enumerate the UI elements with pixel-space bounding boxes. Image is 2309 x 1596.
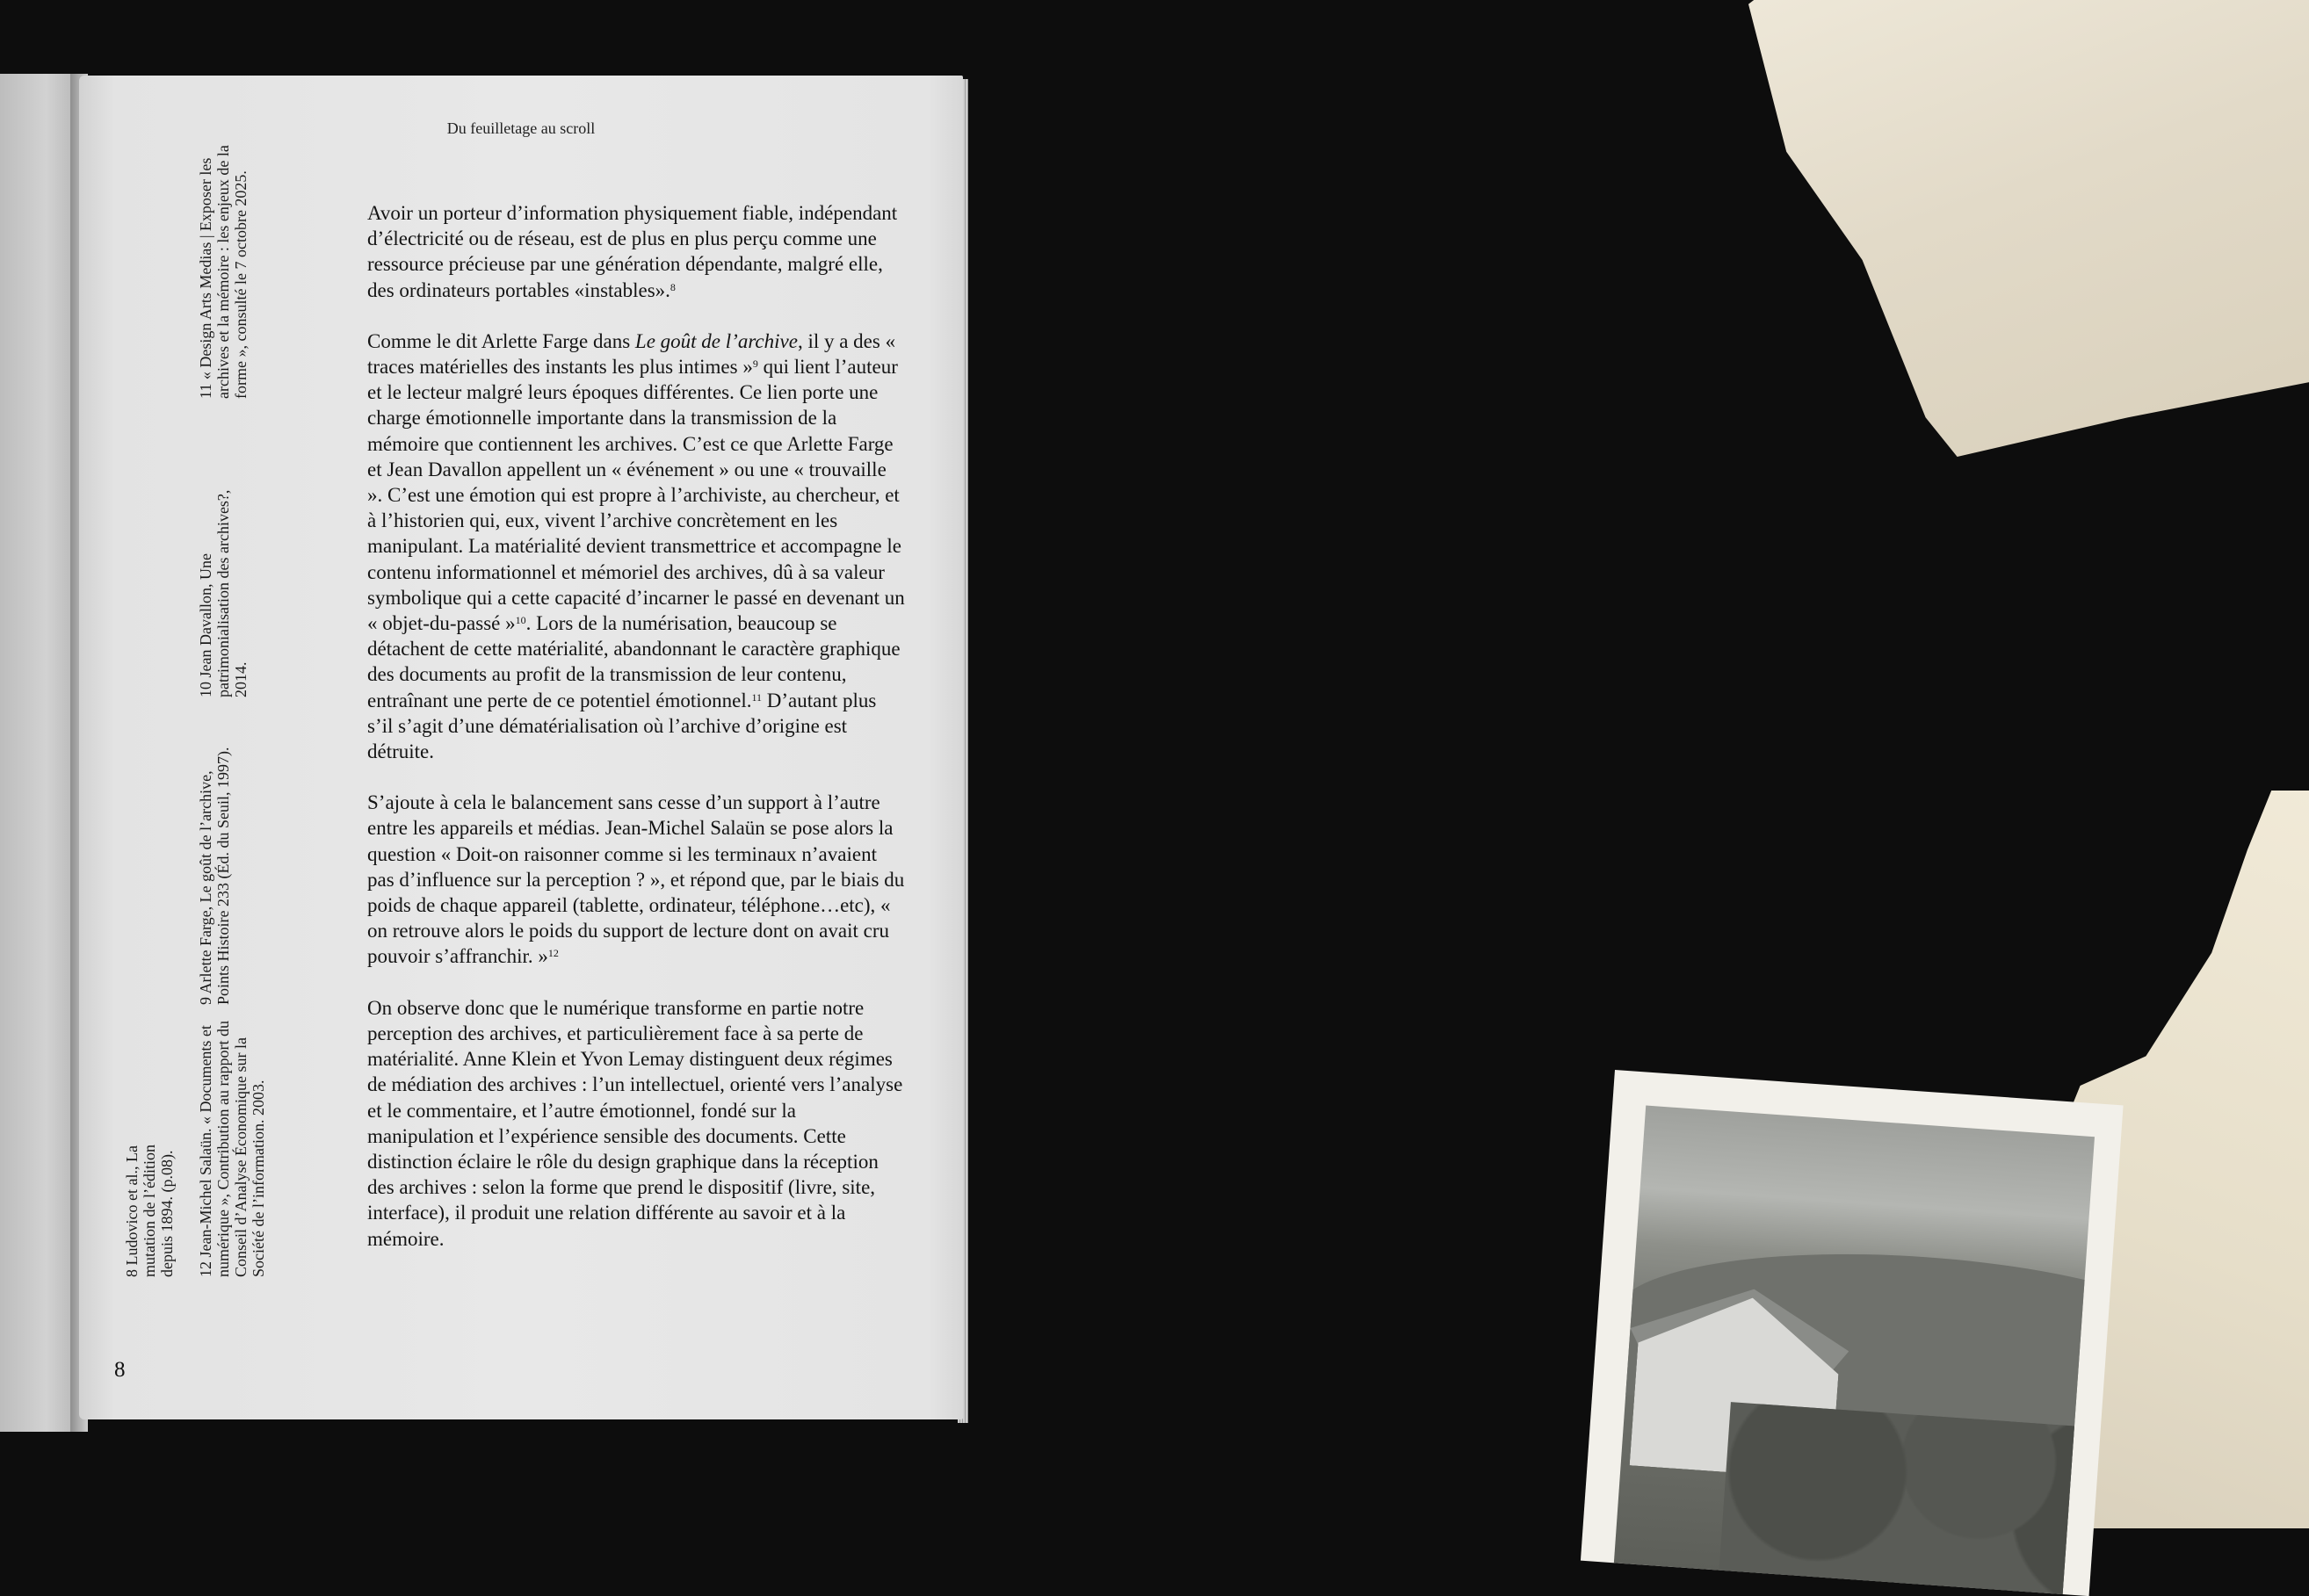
footnote-ref-9: 9 <box>752 357 758 371</box>
footnote-12: 12 Jean-Michel Salaün. « Documents et numérique », Contribution au rapport du Conseil d’Analyse Économique sur la Société de l’information. 2003. <box>197 1021 267 1277</box>
p2-text-b: , il y a des « traces matérielles des instants les plus intimes » <box>367 329 896 379</box>
paragraph-4 <box>367 995 905 1252</box>
footnote-9: 9 Arlette Farge, Le goût de l’archive, Points Histoire 233 (Éd. du Seuil, 1997). <box>197 747 232 1005</box>
paragraph-3-text: S’ajoute à cela le balancement sans cesse d’un support à l’autre entre les appareils et médias. Jean-Michel Salaün se pose alors la question « Doit-on raisonner comme si les terminaux n’avaient pas d’influence sur la perception ? », et répond que, par le biais du poids de chaque appareil (tablette, ordinateur, téléphone…etc), « on retrouve alors le poids du support de lecture dont on avait cru pouvoir s’affranchir. » <box>367 791 905 968</box>
footnote-ref-11: 11 <box>751 690 763 704</box>
footnote-11: 11 « Design Arts Medias | Exposer les archives et la mémoire : les enjeux de la forme », consulté le 7 octobre 2025. <box>197 145 250 399</box>
paragraph-1-text: Avoir un porteur d’information physiquement fiable, indépendant d’électricité ou de réseau, est de plus en plus perçu comme une ressource précieuse par une génération dépendante, malgré elle, des ordinateurs portables «instables». <box>367 202 898 301</box>
footnote-8: 8 Ludovico et al., La mutation de l’édition depuis 1894. (p.08). <box>123 1145 176 1277</box>
body-text <box>367 200 905 1277</box>
footnotes-column <box>123 0 267 1277</box>
paragraph-4-text: On observe donc que le numérique transforme en partie notre perception des archives, et particulièrement face à sa perte de matérialité. Anne Klein et Yvon Lemay distinguent deux régimes de médiation des archives : l’un intellectuel, orienté vers l’analyse et le commentaire, et l’autre émotionnel, fondé sur la manipulation et l’expérience sensible des documents. Cette distinction éclaire le rôle du design graphique dans la réception des archives : selon la forme que prend le dispositif (livre, site, interface), il produit une relation différente au savoir et à la mémoire. <box>367 996 903 1250</box>
page-number: 8 <box>114 1358 126 1382</box>
torn-paper-top <box>1748 0 2309 457</box>
photo-landscape <box>1614 1106 2095 1594</box>
paragraph-2 <box>367 329 905 764</box>
book-title: Le goût de l’archive <box>634 329 798 352</box>
footnote-ref-8: 8 <box>670 280 676 293</box>
running-head: Du feuilletage au scroll <box>446 119 596 137</box>
paragraph-3 <box>367 790 905 969</box>
p2-text-d: . Lors de la numérisation, beaucoup se détachent de cette matérialité, abandonnant le caractère graphique des documents au profit de la transmission de leur contenu, entraînant une perte de ce potentiel émotionnel. <box>367 612 901 711</box>
p2-text-e: D’autant plus s’il s’agit d’une dématérialisation où l’archive d’origine est détruite. <box>367 689 877 763</box>
footnote-10: 10 Jean Davallon, Une patrimonialisation des archives?, 2014. <box>197 489 250 697</box>
footnote-ref-12: 12 <box>547 947 559 960</box>
photo-trees <box>1716 1402 2095 1594</box>
p2-text-a: Comme le dit Arlette Farge dans <box>367 329 635 352</box>
left-page <box>0 74 77 1432</box>
paragraph-1 <box>367 200 905 303</box>
footnote-ref-10: 10 <box>515 614 526 627</box>
p2-text-c: qui lient l’auteur et le lecteur malgré leurs époques différentes. Ce lien porte une charge émotionnelle importante dans la transmission de la mémoire que contiennent les archives. C’est ce que Arlette Farge et Jean Davallon appellent un « événement » ou une « trouvaille ». C’est une émotion qui est propre à l’archiviste, au chercheur, et à l’historien qui, eux, vivent l’archive concrètement en les manipulant. La matérialité devient transmettrice et accompagne le contenu informationnel et mémoriel des archives, dû à sa valeur symbolique qui a cette capacité d’incarner le passé en devenant un « objet-du-passé » <box>367 356 905 635</box>
vintage-photo <box>1581 1070 2124 1596</box>
